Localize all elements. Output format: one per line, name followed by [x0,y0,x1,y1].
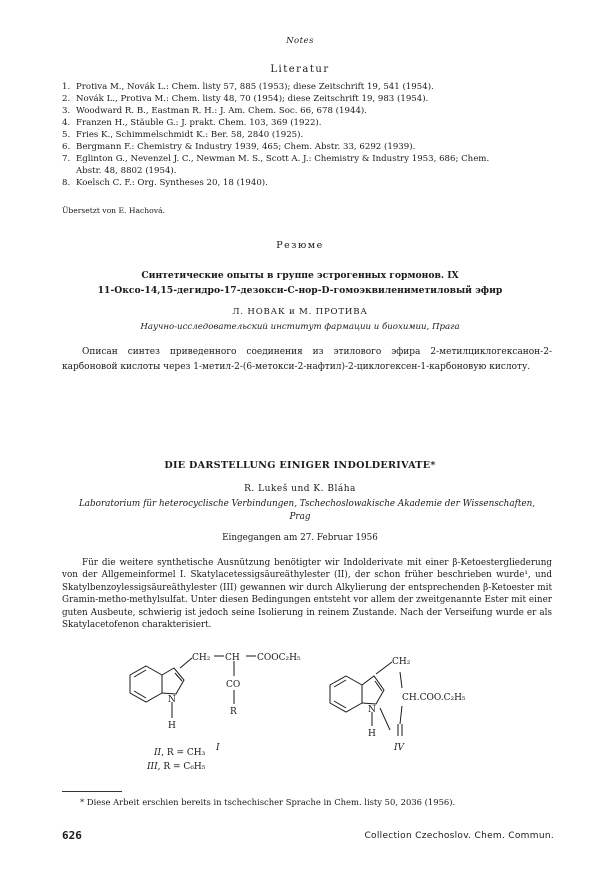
literature-title: Literatur [270,64,330,75]
reference-item [62,153,552,177]
formula4-benzene-double-bond [334,701,346,708]
reference-list [62,81,552,189]
formula1-ch-label: CH [225,653,240,663]
reference-number: 4. [62,118,71,128]
reference-number: 6. [62,142,71,152]
reference-item [62,81,552,93]
footnote-rule [62,791,122,792]
substituent-text: , R = CH₃ [161,748,206,758]
formula4-h-label: H [368,729,376,739]
page-number: 626 [62,829,82,842]
resume-title: Резюме [276,240,324,251]
formula1-number: I [216,743,220,753]
formula1-benzene-ring [130,666,162,702]
resume-heading-line1: Синтетические опыты в группе эстрогенных гормонов. IX [141,270,459,281]
running-head: Notes [286,36,314,46]
article-received-date: Eingegangen am 27. Februar 1956 [222,533,378,543]
formula1-n-label: N [168,695,176,705]
formula1-ester-label: COOC₂H₅ [257,653,301,663]
reference-number: 3. [62,106,71,116]
substituent-line-iii [147,762,205,772]
reference-text: Franzen H., Stäuble G.: J. prakt. Chem. 103, 369 (1922). [76,118,322,128]
reference-item [62,105,552,117]
formula1-pyrrole-ring [162,668,184,694]
resume-heading-line2: 11-Оксо-14,15-дегидро-17-дезокси-С-нор-D-гомоэквилениметиловый эфир [97,285,503,296]
formula4-ch2-label: CH₂ [392,657,411,667]
article-affiliation-line2: Prag [289,512,311,522]
reference-number: 8. [62,178,71,188]
substituent-line-ii [154,748,205,758]
reference-number: 7. [62,154,71,164]
reference-text: Koelsch C. F.: Org. Syntheses 20, 18 (1940). [76,178,268,188]
formula4-benzene-ring [330,676,362,712]
formula4-benzene-double-bond [334,680,346,687]
formula1-co-label: CO [226,680,241,690]
reference-text: Bergmann F.: Chemistry & Industry 1939, 465; Chem. Abstr. 33, 6292 (1939). [76,142,416,152]
reference-number: 5. [62,130,71,140]
reference-text: Eglinton G., Nevenzel J. C., Newman M. S., Scott A. J.: Chemistry & Industry 1953, 686; Chem. [76,154,490,164]
article-affiliation-line1: Laboratorium für heterocyclische Verbindungen, Tschechoslowakische Akademie der Wissenschaften, [78,499,536,509]
article-body: Für die weitere synthetische Ausnützung benötigter wir Indolderivate mit einer β-Ketoestergliederung von der Allgemeinformel I. Skatylacetessigsäureäthylester (II), der schon früher beschrieben wurde¹, und Skatylbenzoylessigsäureäthylester (III) gewannen wir durch Alkylierung der entsprechenden β-Ketoester mit Gramin-metho-methylsulfat. Unter diesen Bedingungen entsteht vor allem der zweitgenannte Ester mit einer guten Ausbeute, schwierig ist jedoch seine Isolierung in reinem Zustande. Nach der Verseifung wurde er als Skatylacetofenon charakterisiert. [62,558,552,631]
formula4-number: IV [394,743,405,753]
compound-number: III [147,762,158,772]
reference-text: Novák L., Protiva M.: Chem. listy 48, 70 (1954); diese Zeitschrift 19, 983 (1954). [76,94,429,104]
formula4-ring-bond [400,672,402,688]
reference-item [62,117,552,129]
formula1-benzene-double-bond [134,670,146,677]
journal-name: Collection Czechoslov. Chem. Commun. [364,831,554,841]
reference-text: Fries K., Schimmelschmidt K.: Ber. 58, 2840 (1925). [76,130,304,140]
formula1-h-label: H [168,721,176,731]
formula4-ring-bond [376,662,392,674]
reference-number: 2. [62,94,71,104]
reference-item [62,177,552,189]
reference-item [62,93,552,105]
formula4-n-label: N [368,705,376,715]
resume-body: Описан синтез приведенного соединения из этилового эфира 2-метилциклогексанон-2-карбоновой кислоты через 1-метил-2-(6-метокси-2-нафтил)-2-циклогексен-1-карбоновую кислоту. [62,347,552,372]
formula4-ring-bond [400,706,402,724]
formula1-ch2-bond [180,658,192,668]
reference-item [62,129,552,141]
formula1-ch2-label: CH₂ [192,653,211,663]
resume-institute: Научно-исследовательский институт фармации и биохимии, Прага [140,322,460,332]
formula4-ring-bond [380,708,390,730]
footnote: * Diese Arbeit erschien bereits in tschechischer Sprache in Chem. listy 50, 2036 (1956). [80,797,456,807]
translator-note: Übersetzt von E. Hachová. [62,206,165,215]
formula4-chain-label: CH.COO.C₂H₅ [402,693,466,703]
article-title: DIE DARSTELLUNG EINIGER INDOLDERIVATE* [164,460,436,471]
formula1-benzene-double-bond [134,691,146,698]
reference-text-continuation: Abstr. 48, 8802 (1954). [76,166,177,176]
reference-text: Woodward R. B., Eastman R. H.: J. Am. Chem. Soc. 66, 678 (1944). [76,106,367,116]
compound-number: II [154,748,162,758]
reference-item [62,141,552,153]
formula1-r-label: R [230,707,237,717]
reference-number: 1. [62,82,71,92]
reference-text: Protiva M., Novák L.: Chem. listy 57, 885 (1953); diese Zeitschrift 19, 541 (1954). [76,82,434,92]
resume-authors: Л. НОВАК и М. ПРОТИВА [232,307,368,317]
substituent-text: , R = C₆H₅ [157,762,206,772]
article-authors: R. Lukeš und K. Bláha [244,484,356,494]
